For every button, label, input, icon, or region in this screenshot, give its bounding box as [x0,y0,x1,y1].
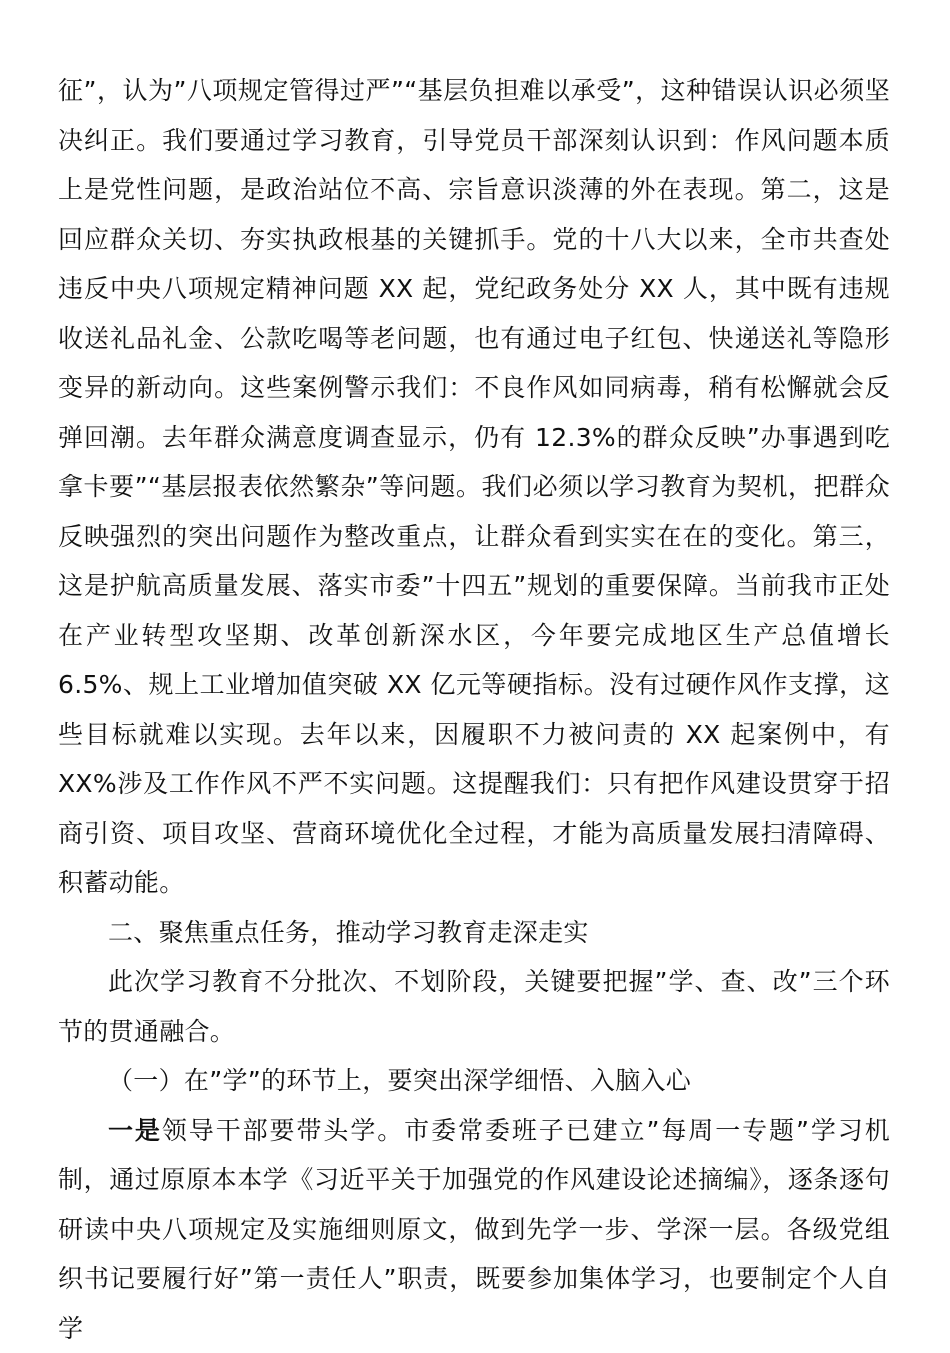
section-heading-2: 二、聚焦重点任务，推动学习教育走深走实 [58,908,890,958]
subsection-heading-1: （一）在”学”的环节上，要突出深学细悟、入脑入心 [58,1056,890,1106]
paragraph-intro: 此次学习教育不分批次、不划阶段，关键要把握”学、查、改”三个环节的贯通融合。 [58,957,890,1056]
point-one-text: 领导干部要带头学。市委常委班子已建立”每周一专题”学习机制，通过原原本本学《习近平关于加强党的作风建设论述摘编》，逐条逐句研读中央八项规定及实施细则原文，做到先学一步、学深一层。各级党组织书记要履行好”第一责任人”职责，既要参加集体学习，也要制定个人自学 [58,1116,890,1343]
document-body [58,66,890,1353]
paragraph-point-one [58,1106,890,1353]
point-lead-label: 一是 [108,1116,162,1145]
paragraph-continuation: 征”，认为”八项规定管得过严”“基层负担难以承受”，这种错误认识必须坚决纠正。我们要通过学习教育，引导党员干部深刻认识到：作风问题本质上是党性问题，是政治站位不高、宗旨意识淡薄的外在表现。第二，这是回应群众关切、夯实执政根基的关键抓手。党的十八大以来，全市共查处违反中央八项规定精神问题 XX 起，党纪政务处分 XX 人，其中既有违规收送礼品礼金、公款吃喝等老问题，也有通过电子红包、快递送礼等隐形变异的新动向。这些案例警示我们：不良作风如同病毒，稍有松懈就会反弹回潮。去年群众满意度调查显示，仍有 12.3%的群众反映”办事遇到吃拿卡要”“基层报表依然繁杂”等问题。我们必须以学习教育为契机，把群众反映强烈的突出问题作为整改重点，让群众看到实实在在的变化。第三，这是护航高质量发展、落实市委”十四五”规划的重要保障。当前我市正处在产业转型攻坚期、改革创新深水区，今年要完成地区生产总值增长 6.5%、规上工业增加值突破 XX 亿元等硬指标。没有过硬作风作支撑，这些目标就难以实现。去年以来，因履职不力被问责的 XX 起案例中，有 XX%涉及工作作风不严不实问题。这提醒我们：只有把作风建设贯穿于招商引资、项目攻坚、营商环境优化全过程，才能为高质量发展扫清障碍、积蓄动能。 [58,66,890,908]
